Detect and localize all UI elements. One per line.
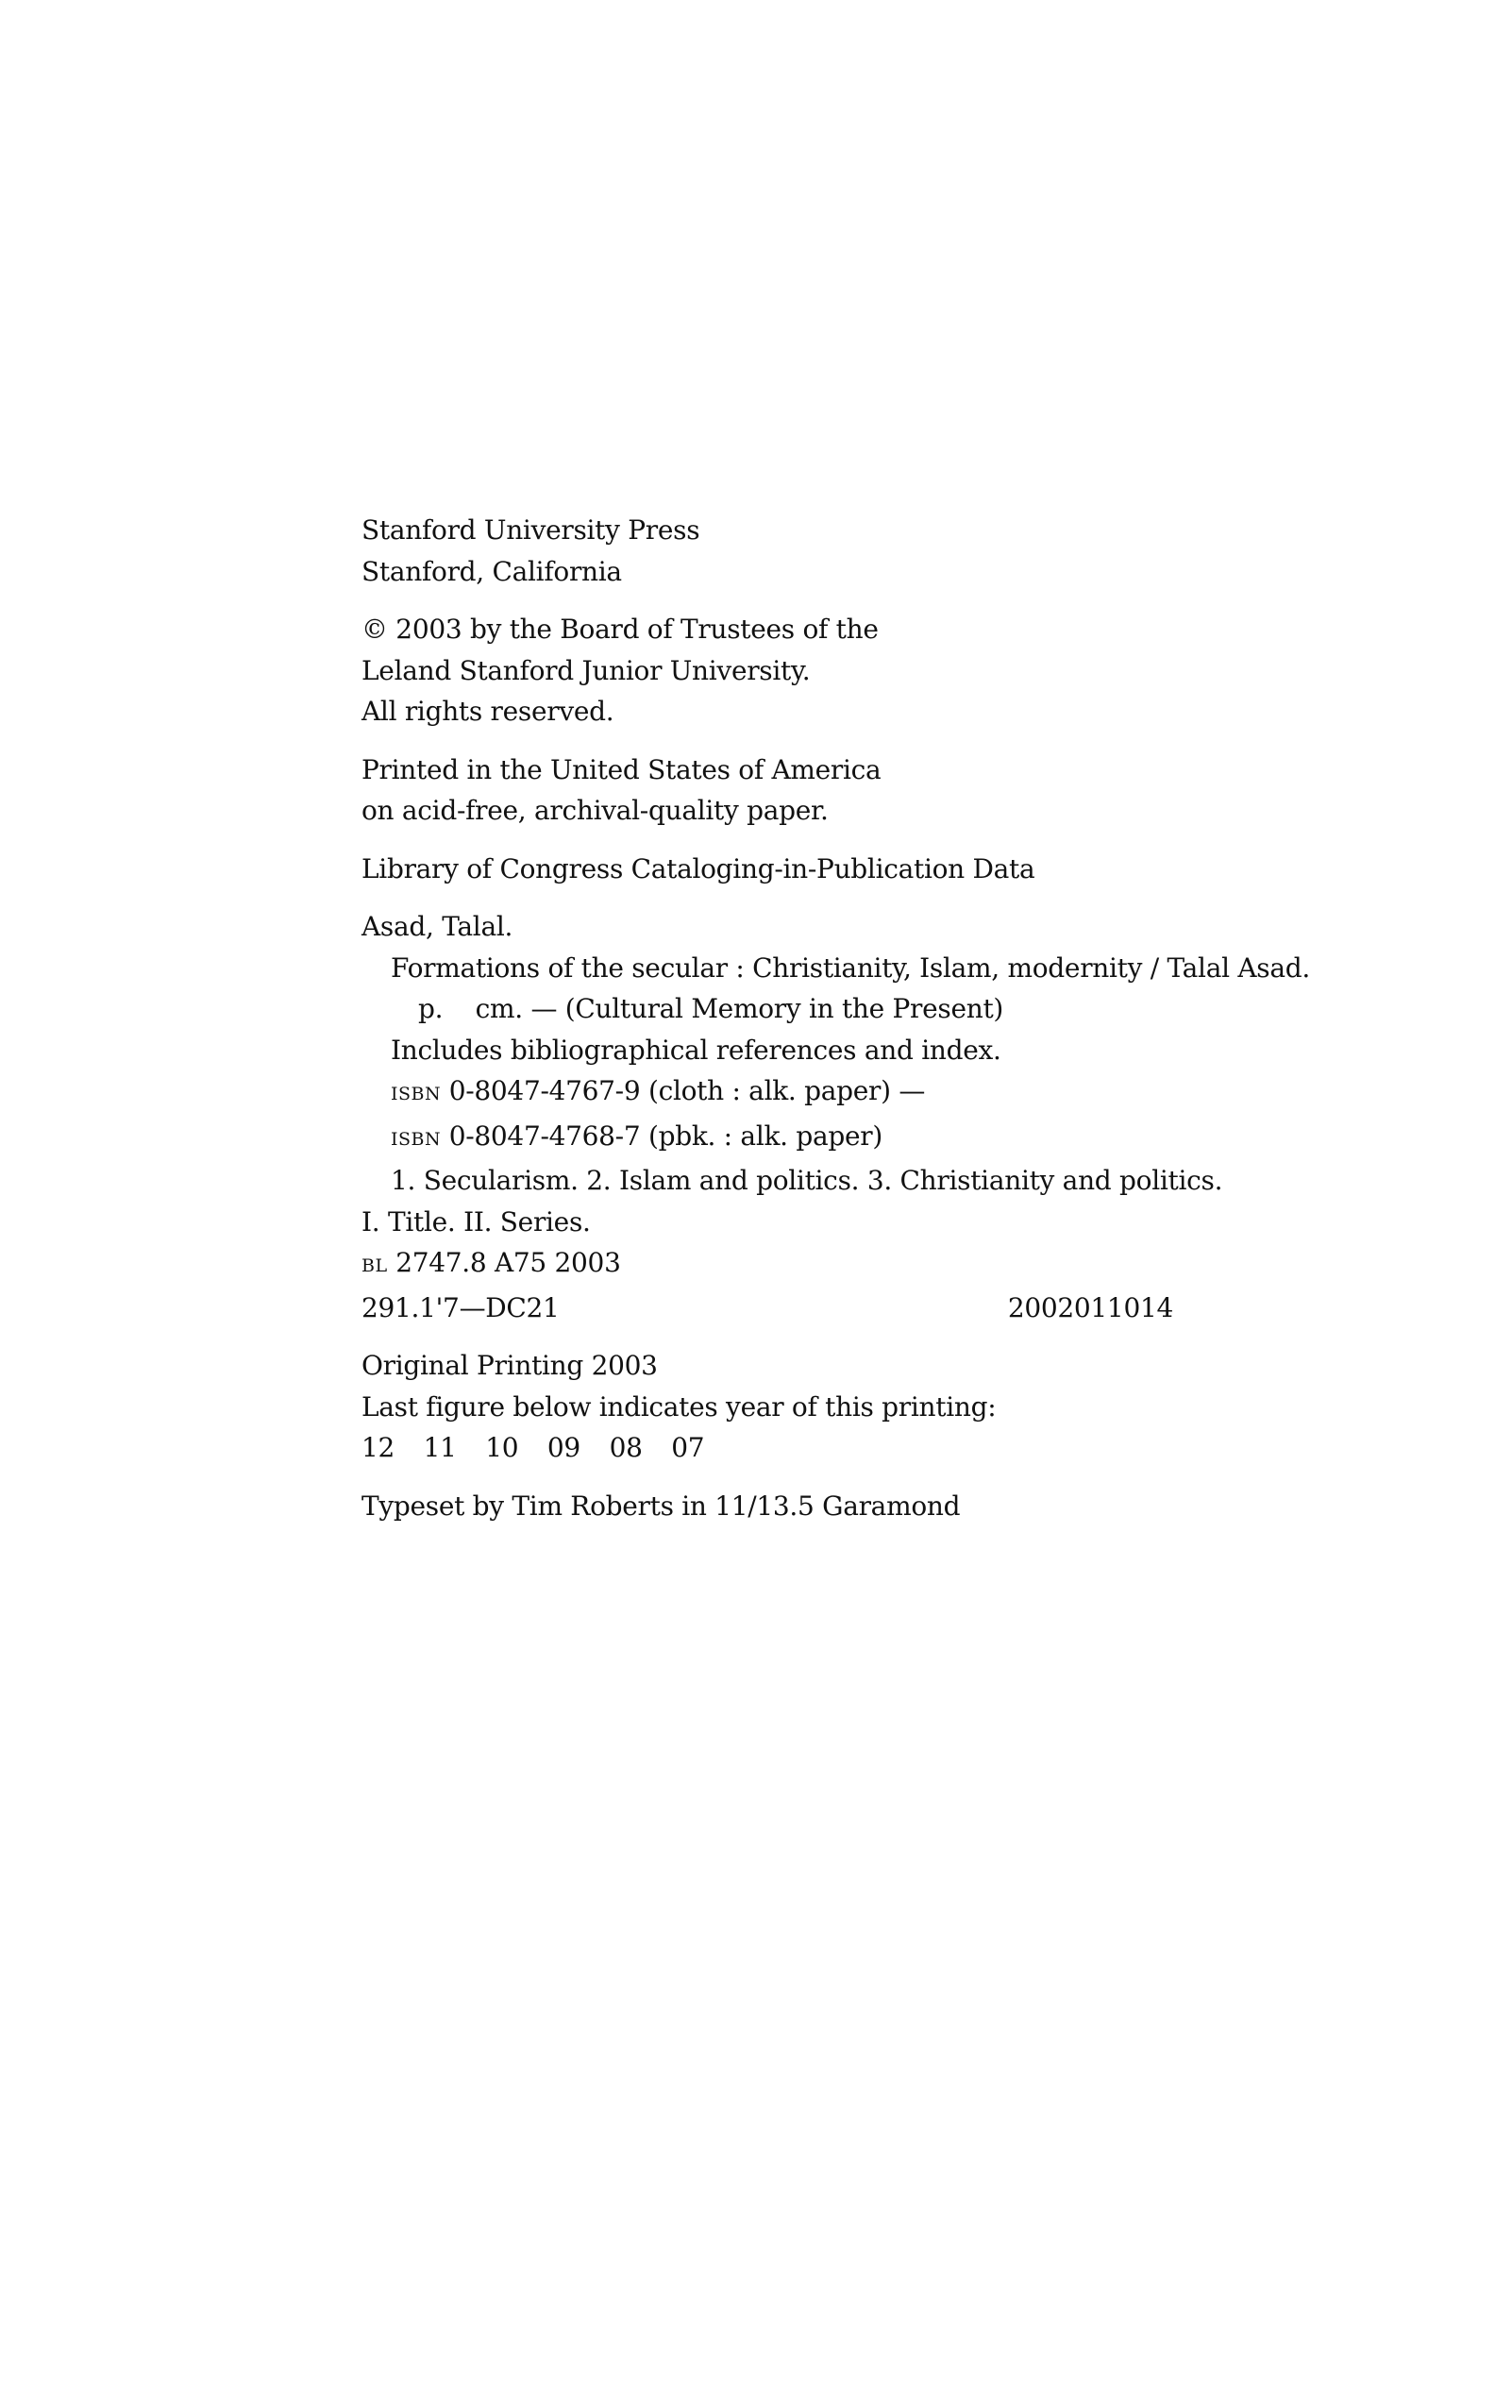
printing-number: 12 bbox=[361, 1432, 395, 1463]
cip-record bbox=[361, 906, 1310, 1328]
publisher-block bbox=[361, 510, 1173, 592]
copyright-line-2: Leland Stanford Junior University. bbox=[361, 654, 811, 686]
cip-isbn-2 bbox=[361, 1116, 1173, 1161]
copyright-block bbox=[361, 609, 1173, 733]
cip-dewey-lccn bbox=[361, 1288, 1173, 1329]
original-printing: Original Printing 2003 bbox=[361, 1350, 658, 1381]
printing-number: 08 bbox=[609, 1432, 643, 1463]
cip-isbn-1 bbox=[361, 1070, 1173, 1116]
printed-block bbox=[361, 749, 1173, 832]
lc-class-value: 2747.8 A75 2003 bbox=[395, 1247, 621, 1278]
cip-subjects: 1. Secularism. 2. Islam and politics. 3. Christianity and politics. bbox=[391, 1165, 1223, 1196]
cip-heading-block bbox=[361, 849, 1173, 890]
printed-line-2: on acid-free, archival-quality paper. bbox=[361, 795, 829, 826]
cip-notes: Includes bibliographical references and index. bbox=[391, 1034, 1001, 1066]
cip-added-entries: I. Title. II. Series. bbox=[361, 1205, 591, 1238]
isbn-label: ISBN bbox=[391, 1128, 442, 1150]
typeset-block bbox=[361, 1486, 1173, 1527]
printing-block bbox=[361, 1345, 1173, 1469]
printing-note: Last figure below indicates year of this printing: bbox=[361, 1390, 997, 1423]
publisher-location: Stanford, California bbox=[361, 555, 622, 587]
isbn-value: 0-8047-4767-9 (cloth : alk. paper) — bbox=[448, 1075, 926, 1106]
printing-number: 09 bbox=[546, 1432, 580, 1463]
printing-number: 11 bbox=[423, 1432, 457, 1463]
isbn-label: ISBN bbox=[391, 1084, 442, 1104]
cip-lccn: 2002011014 bbox=[1007, 1291, 1173, 1323]
copyright-page bbox=[361, 510, 1310, 1543]
cip-lc-class bbox=[361, 1242, 1173, 1288]
printing-number: 10 bbox=[485, 1432, 519, 1463]
copyright-line-3: All rights reserved. bbox=[361, 696, 614, 727]
cip-heading: Library of Congress Cataloging-in-Publication Data bbox=[361, 852, 1035, 884]
cip-author: Asad, Talal. bbox=[361, 911, 513, 942]
cip-physical: p. cm. — (Cultural Memory in the Present) bbox=[418, 993, 1004, 1024]
cip-dewey: 291.1'7—DC21 bbox=[361, 1291, 560, 1323]
cip-title: Formations of the secular : Christianity, Islam, modernity / Talal Asad. bbox=[391, 951, 1310, 984]
printed-line-1: Printed in the United States of America bbox=[361, 753, 882, 785]
printing-numbers bbox=[361, 1427, 1173, 1469]
lc-class-label: BL bbox=[361, 1255, 388, 1276]
copyright-line-1: © 2003 by the Board of Trustees of the bbox=[361, 614, 879, 645]
printing-number: 07 bbox=[671, 1432, 705, 1463]
isbn-value: 0-8047-4768-7 (pbk. : alk. paper) bbox=[448, 1120, 882, 1152]
publisher-name: Stanford University Press bbox=[361, 514, 700, 546]
typeset-line: Typeset by Tim Roberts in 11/13.5 Garamond bbox=[361, 1490, 961, 1522]
